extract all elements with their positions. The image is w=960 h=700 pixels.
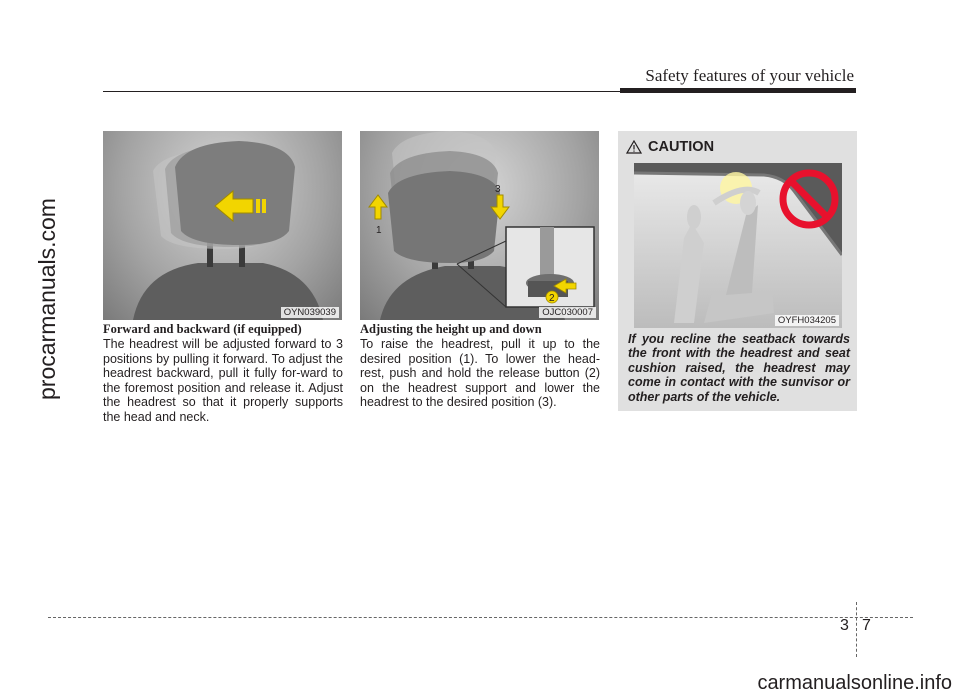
warning-triangle-icon <box>626 140 642 154</box>
callout-3: 3 <box>495 184 501 195</box>
caution-figure-code: OYFH034205 <box>775 315 839 326</box>
figure-code: OJC030007 <box>539 307 596 318</box>
caution-header <box>626 139 714 155</box>
header-rule-accent <box>620 88 856 93</box>
page-number: 7 <box>862 617 871 634</box>
section-body-forward-backward: The headrest will be adjusted forward to 3 positions by pulling it forward. To adjust the headrest backward, pull it fully for-ward to the foremost position and release it. Adjust the headrest so that it properly supports the head and neck. <box>103 337 343 424</box>
caution-title: CAUTION <box>648 139 715 155</box>
caution-text: If you recline the seatback towards the front with the headrest and seat cushion raised, the headrest may come in contact with the sunvisor or other parts of the vehicle. <box>628 332 850 404</box>
callout-2: 2 <box>549 293 555 304</box>
watermark-left: procarmanuals.com <box>34 198 60 400</box>
callout-1: 1 <box>376 225 382 236</box>
arrow-up-icon <box>369 195 387 219</box>
watermark-bottom: carmanualsonline.info <box>757 672 952 694</box>
caution-box <box>618 131 857 411</box>
section-heading-forward-backward: Forward and backward (if equipped) <box>103 322 302 336</box>
caution-figure <box>634 163 842 328</box>
page-chapter: 3 <box>840 617 849 634</box>
footer-rule <box>48 617 913 618</box>
figure-headrest-height <box>360 131 599 320</box>
section-heading-height: Adjusting the height up and down <box>360 322 542 336</box>
section-body-height: To raise the headrest, pull it up to the desired position (1). To lower the head-rest, push and hold the release button (2) on the headrest support and lower the headrest to the desired position (3). <box>360 337 600 410</box>
figure-headrest-forward <box>103 131 342 320</box>
page-header-title: Safety features of your vehicle <box>645 66 854 85</box>
figure-code: OYN039039 <box>281 307 339 318</box>
page-divider <box>856 602 857 657</box>
